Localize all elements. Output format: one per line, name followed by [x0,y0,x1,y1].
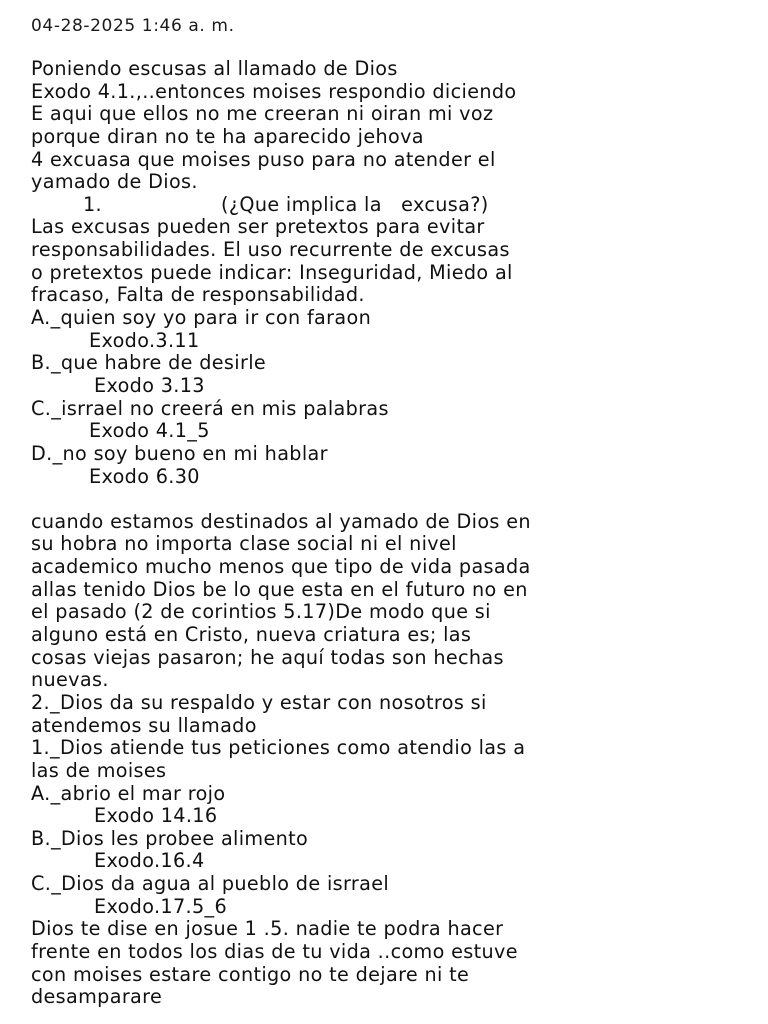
paragraph-spacer [31,488,751,511]
paragraph-line: o pretextos puede indicar: Inseguridad, Miedo al [31,260,513,284]
excuse-item: C._isrrael no creerá en mis palabras [31,396,389,420]
paragraph-line: atendemos su llamado [31,713,257,737]
paragraph-line: cosas viejas pasaron; he aquí todas son hechas [31,645,504,669]
closing-line: desamparare [31,985,163,1009]
intro-line: porque diran no te ha aparecido jehova [31,124,424,148]
document-body [31,58,751,1009]
paragraph-line: su hobra no importa clase social ni el nivel [31,532,457,556]
excuse-item: A._quien soy yo para ir con faraon [31,306,372,330]
paragraph-line: el pasado (2 de corintios 5.17)De modo que si [31,600,491,624]
section-heading [31,194,751,217]
excuse-item: B._que habre de desirle [31,351,267,375]
section-heading-text: (¿Que implica la excusa?) [221,192,489,216]
paragraph-line: nuevas. [31,668,109,692]
closing-line: con moises estare contigo no te dejare ni te [31,962,470,986]
section-number: 1. [83,192,103,216]
paragraph-line: 1._Dios atiende tus peticiones como atendio las a [31,736,526,760]
excuse-reference: Exodo.3.11 [89,328,200,352]
miracle-item: C._Dios da agua al pueblo de isrrael [31,872,390,896]
intro-line: 4 excuasa que moises puso para no atender el [31,147,496,171]
closing-line: frente en todos los dias de tu vida ..como estuve [31,939,518,963]
paragraph-line: responsabilidades. El uso recurrente de excusas [31,238,510,262]
excuse-reference: Exodo 4.1_5 [89,419,210,443]
intro-line: Exodo 4.1.,..entonces moises respondio diciendo [31,79,517,103]
excuse-reference: Exodo 6.30 [89,464,200,488]
miracle-reference: Exodo.16.4 [94,849,205,873]
paragraph-line: alguno está en Cristo, nueva criatura es; las [31,623,472,647]
miracle-item: A._abrio el mar rojo [31,781,226,805]
excuse-reference: Exodo 3.13 [94,373,205,397]
title-line: Poniendo escusas al llamado de Dios [31,57,398,80]
paragraph-line: las de moises [31,758,167,782]
closing-line: Dios te dise en josue 1 .5. nadie te podra hacer [31,917,504,941]
intro-line: E aqui que ellos no me creeran ni oiran mi voz [31,102,494,126]
paragraph-line: 2._Dios da su respaldo y estar con nosotros si [31,690,487,714]
timestamp: 04-28-2025 1:46 a. m. [31,16,235,36]
miracle-item: B._Dios les probee alimento [31,826,309,850]
paragraph-line: cuando estamos destinados al yamado de Dios en [31,509,531,533]
miracle-reference: Exodo.17.5_6 [94,894,228,918]
paragraph-line: fracaso, Falta de responsabilidad. [31,283,365,307]
excuse-item: D._no soy bueno en mi hablar [31,441,328,465]
miracle-reference: Exodo 14.16 [94,804,218,828]
intro-line: yamado de Dios. [31,170,198,194]
paragraph-line: Las excusas pueden ser pretextos para evitar [31,215,485,239]
paragraph-line: allas tenido Dios be lo que esta en el futuro no en [31,577,528,601]
paragraph-line: academico mucho menos que tipo de vida pasada [31,555,531,579]
